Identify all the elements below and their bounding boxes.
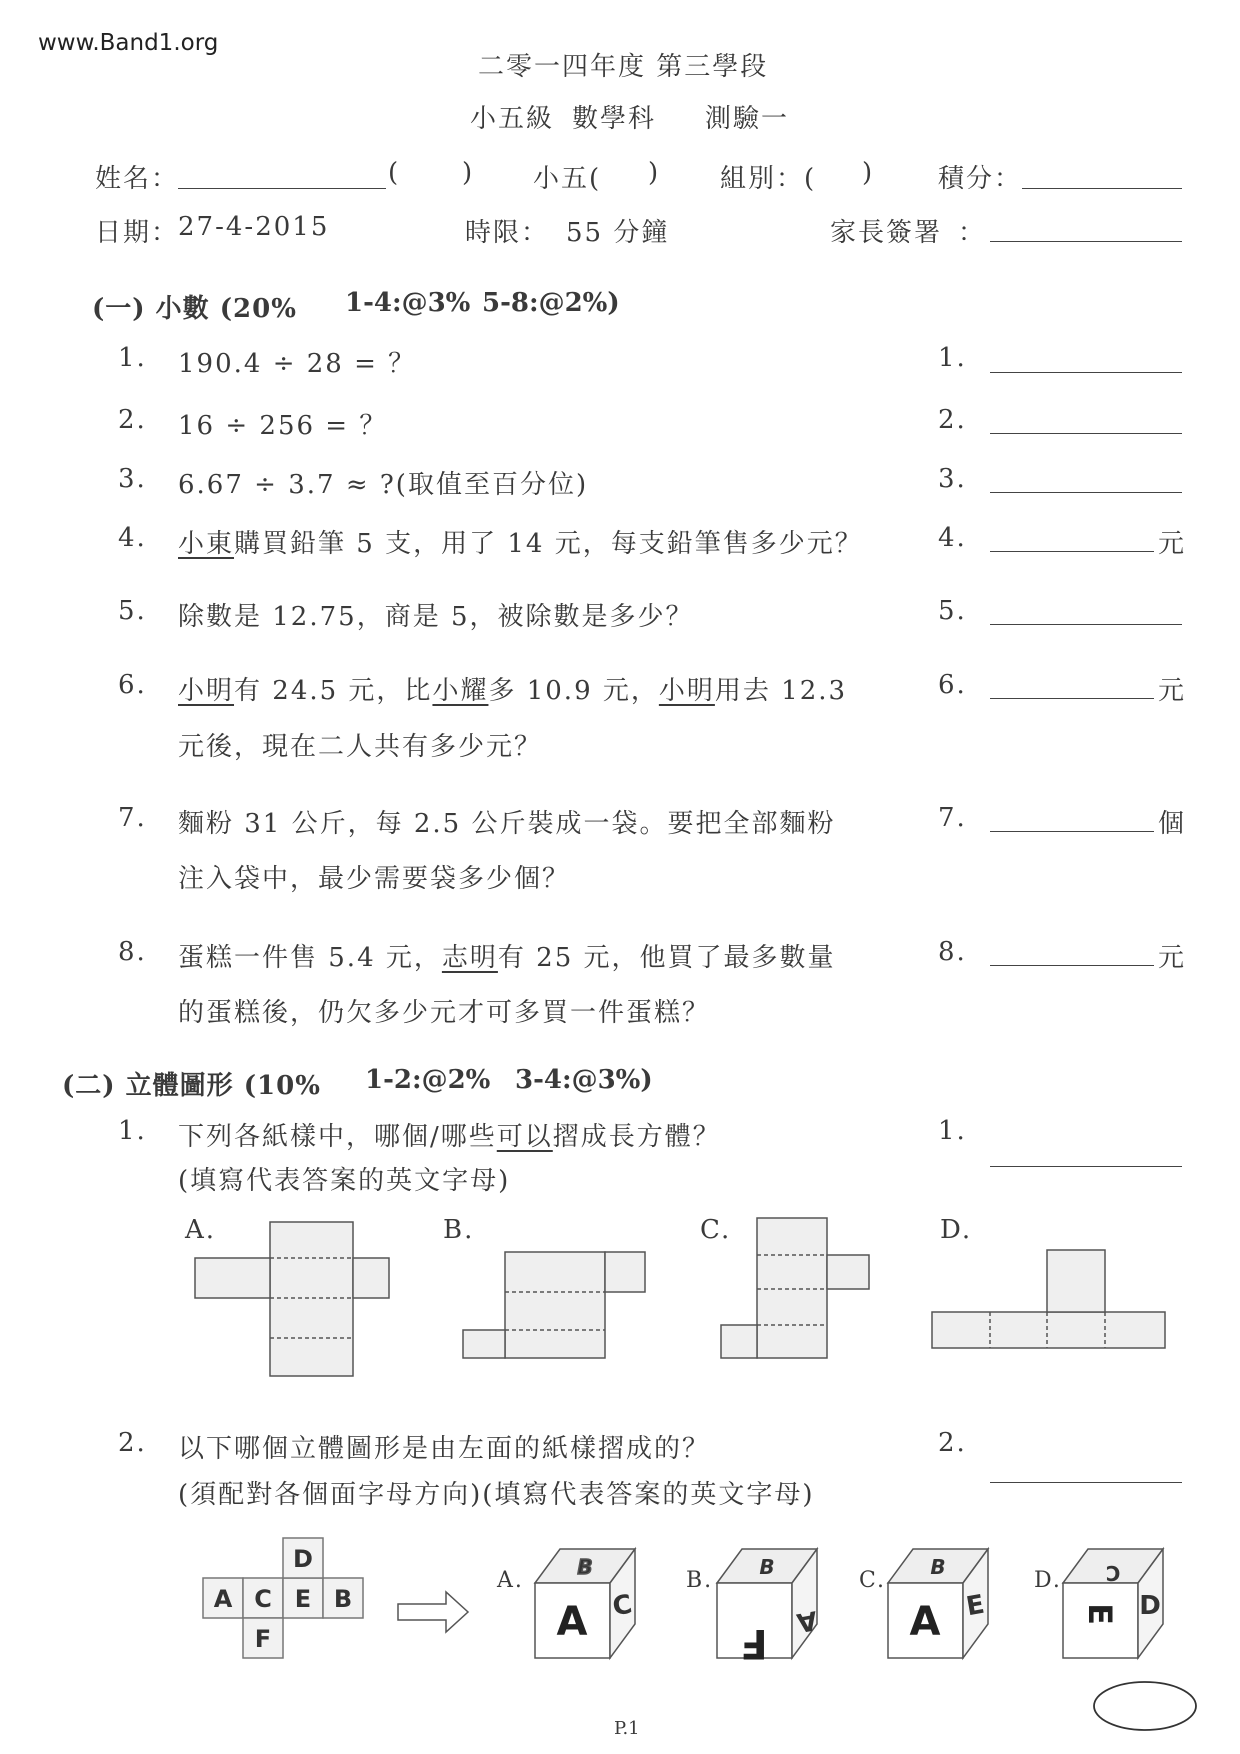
section2-title: (二) 立體圖形 (10%: [62, 1071, 321, 1101]
page-title: 二零一四年度 第三學段: [478, 52, 769, 82]
cube-a: [535, 1549, 635, 1658]
question-number: 4.: [118, 523, 147, 553]
class-no-open: (: [388, 158, 401, 188]
cube-d-top-letter: C: [1105, 1561, 1121, 1585]
answer-unit: 元: [1158, 676, 1187, 706]
page-number: P.1: [614, 1718, 640, 1739]
subtitle-test: 測驗一: [705, 104, 790, 134]
question-number: 2.: [118, 405, 147, 435]
section2-marks-a: 1-2:@2%: [365, 1065, 491, 1095]
question-number: 2.: [118, 1428, 147, 1458]
question-text: 除數是 12.75，商是 5，被除數是多少？: [178, 602, 694, 632]
date-label: 日期：: [95, 218, 180, 248]
cube-b-side-letter: A: [794, 1604, 820, 1638]
cube-c-side-letter: E: [963, 1589, 987, 1623]
sign-colon: ：: [958, 218, 987, 248]
group-label: 組別：(: [720, 164, 817, 194]
group-close: ): [862, 158, 875, 188]
net-letter-e: E: [294, 1585, 312, 1613]
section1-marks-b: 5-8:@2%): [482, 288, 620, 318]
cube-label-d: D.: [1034, 1568, 1062, 1593]
cube-b: [717, 1549, 819, 1666]
subtitle-subject: 數學科: [572, 104, 657, 134]
answer-unit: 元: [1158, 529, 1187, 559]
question-text: 麵粉 31 公斤，每 2.5 公斤裝成一袋。要把全部麵粉: [178, 809, 836, 839]
answer-number: 5.: [938, 596, 967, 626]
question-number: 5.: [118, 596, 147, 626]
cube-b-front-letter: F: [740, 1620, 768, 1666]
net-letter-c: C: [254, 1585, 272, 1613]
question-text: 190.4 ÷ 28 = ？: [178, 349, 417, 379]
text-fragment: 有 25 元，他買了最多數量: [497, 943, 836, 973]
cube-d-side-letter: D: [1139, 1591, 1161, 1621]
cube-b-top-letter: B: [759, 1555, 775, 1579]
question-text-line2: 注入袋中，最少需要袋多少個？: [178, 864, 571, 894]
answer-number: 7.: [938, 803, 967, 833]
cube-a-top-letter: B: [577, 1555, 593, 1579]
name-label: 姓名：: [95, 164, 180, 194]
question-text-line2: 的蛋糕後，仍欠多少元才可多買一件蛋糕？: [178, 998, 711, 1028]
question-number: 1.: [118, 1116, 147, 1146]
net-letter-a: A: [213, 1585, 233, 1613]
section2-marks-b: 3-4:@3%): [515, 1065, 653, 1095]
net-letter-b: B: [333, 1585, 353, 1613]
score-oval: [1090, 1678, 1200, 1734]
cube-d-front-letter: E: [1081, 1603, 1119, 1625]
question-text-rest: 購買鉛筆 5 支，用了 14 元，每支鉛筆售多少元？: [234, 529, 863, 559]
sign-label: 家長簽署: [830, 218, 943, 248]
answer-number: 1.: [938, 1116, 967, 1146]
time-label: 時限：: [465, 218, 550, 248]
text-fragment: 有 24.5 元，比: [234, 676, 433, 706]
net-letter-bottom: F: [254, 1625, 272, 1653]
answer-number: 1.: [938, 343, 967, 373]
cube-label-a: A.: [497, 1568, 524, 1593]
question-text-line2: (須配對各個面字母方向)(填寫代表答案的英文字母): [178, 1480, 815, 1510]
option-label-c: C.: [700, 1215, 732, 1245]
score-label: 積分：: [938, 164, 1023, 194]
cube-c: [888, 1549, 988, 1658]
question-text-line2: 元後，現在二人共有多少元？: [178, 732, 543, 762]
person-name: 小明: [178, 676, 235, 706]
cube-label-c: C.: [859, 1568, 887, 1593]
time-value: 55 分鐘: [566, 218, 670, 248]
person-name: 小東: [178, 529, 235, 559]
cube-c-top-letter: B: [930, 1555, 946, 1579]
cube-label-b: B.: [686, 1568, 714, 1593]
question-text: 以下哪個立體圖形是由左面的紙樣摺成的？: [178, 1434, 711, 1464]
class-label: 小五(: [533, 164, 602, 194]
answer-number: 4.: [938, 523, 967, 553]
answer-number: 6.: [938, 670, 967, 700]
class-no-close: ): [462, 158, 475, 188]
text-fragment: 下列各紙樣中，哪個/哪些: [178, 1122, 497, 1152]
question-number: 7.: [118, 803, 147, 833]
option-label-b: B.: [443, 1215, 475, 1245]
person-name: 志明: [441, 943, 498, 973]
person-name: 小明: [658, 676, 715, 706]
cube-d: [1063, 1549, 1163, 1658]
answer-number: 8.: [938, 937, 967, 967]
question-text-line2: (填寫代表答案的英文字母): [178, 1166, 511, 1196]
net-letter-top: D: [293, 1545, 313, 1573]
question-text: 16 ÷ 256 = ？: [178, 411, 388, 441]
option-label-d: D.: [940, 1215, 973, 1245]
answer-unit: 個: [1158, 809, 1187, 839]
answer-number: 3.: [938, 464, 967, 494]
question-number: 1.: [118, 343, 147, 373]
subtitle-grade: 小五級: [470, 104, 555, 134]
answer-number: 2.: [938, 1428, 967, 1458]
option-label-a: A.: [185, 1215, 217, 1245]
section1-title: (一) 小數 (20%: [92, 294, 297, 324]
text-fragment: 蛋糕一件售 5.4 元，: [178, 943, 442, 973]
watermark: www.Band1.org: [38, 30, 219, 56]
question-number: 3.: [118, 464, 147, 494]
question-text: 6.67 ÷ 3.7 ≈ ?(取值至百分位): [178, 470, 589, 500]
question-number: 6.: [118, 670, 147, 700]
person-name: 小耀: [432, 676, 489, 706]
text-fragment: 多 10.9 元，: [488, 676, 659, 706]
question-number: 8.: [118, 937, 147, 967]
cube-a-front-letter: A: [556, 1599, 588, 1645]
cube-a-side-letter: C: [610, 1589, 635, 1623]
answer-number: 2.: [938, 405, 967, 435]
answer-unit: 元: [1158, 943, 1187, 973]
cube-c-front-letter: A: [909, 1599, 941, 1645]
class-close: ): [648, 158, 661, 188]
date-value: 27-4-2015: [178, 212, 330, 242]
section1-marks-a: 1-4:@3%: [345, 288, 471, 318]
text-fragment: 摺成長方體？: [552, 1122, 721, 1152]
text-fragment: 用去 12.3: [714, 676, 848, 706]
underlined-text: 可以: [496, 1122, 553, 1152]
